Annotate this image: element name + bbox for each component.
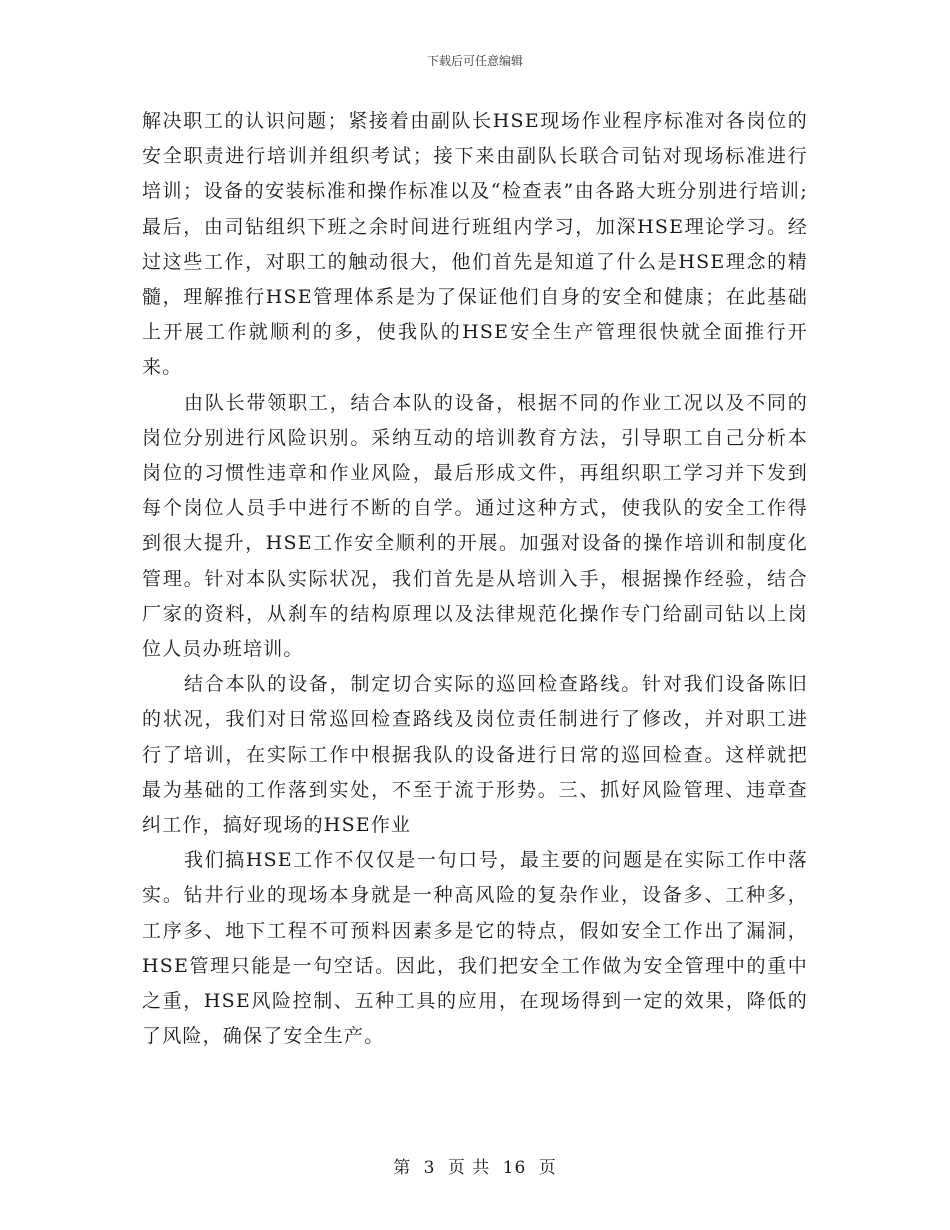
footer-middle: 页 共: [447, 1158, 491, 1178]
page-footer: [0, 1153, 950, 1178]
footer-suffix: 页: [538, 1158, 557, 1178]
footer-prefix: 第: [393, 1158, 412, 1178]
page-header: [0, 52, 950, 69]
document-body: [142, 104, 808, 1054]
paragraph-4: 我们搞HSE工作不仅仅是一句口号，最主要的问题是在实际工作中落实。钻井行业的现场本身就是一种高风险的复杂作业，设备多、工种多，工序多、地下工程不可预料因素多是它的特点，假如安全工作出了漏洞，HSE管理只能是一句空话。因此，我们把安全工作做为安全管理中的重中之重，HSE风险控制、五种工具的应用，在现场得到一定的效果，降低的了风险，确保了安全生产。: [142, 849, 808, 1048]
paragraph-3: 结合本队的设备，制定切合实际的巡回检查路线。针对我们设备陈旧的状况，我们对日常巡回检查路线及岗位责任制进行了修改，并对职工进行了培训，在实际工作中根据我队的设备进行日常的巡回检查。这样就把最为基础的工作落到实处，不至于流于形势。三、抓好风险管理、违章查纠工作，搞好现场的HSE作业: [142, 673, 808, 837]
paragraph-1: 解决职工的认识问题；紧接着由副队长HSE现场作业程序标准对各岗位的安全职责进行培训并组织考试；接下来由副队长联合司钻对现场标准进行培训；设备的安装标准和操作标准以及“检查表”由各路大班分别进行培训;最后，由司钻组织下班之余时间进行班组内学习，加深HSE理论学习。经过这些工作，对职工的触动很大，他们首先是知道了什么是HSE理念的精髓，理解推行HSE管理体系是为了保证他们自身的安全和健康；在此基础上开展工作就顺利的多，使我队的HSE安全生产管理很快就全面推行开来。: [142, 110, 808, 379]
current-page-number: 3: [423, 1158, 436, 1178]
header-note: 下载后可任意编辑: [426, 54, 523, 68]
paragraph-2: 由队长带领职工，结合本队的设备，根据不同的作业工况以及不同的岗位分别进行风险识别。采纳互动的培训教育方法，引导职工自己分析本岗位的习惯性违章和作业风险，最后形成文件，再组织职工学习并下发到每个岗位人员手中进行不断的自学。通过这种方式，使我队的安全工作得到很大提升，HSE工作安全顺利的开展。加强对设备的操作培训和制度化管理。针对本队实际状况，我们首先是从培训入手，根据操作经验，结合厂家的资料，从刹车的结构原理以及法律规范化操作专门给副司钻以上岗位人员办班培训。: [142, 391, 808, 661]
total-page-count: 16: [502, 1158, 527, 1178]
